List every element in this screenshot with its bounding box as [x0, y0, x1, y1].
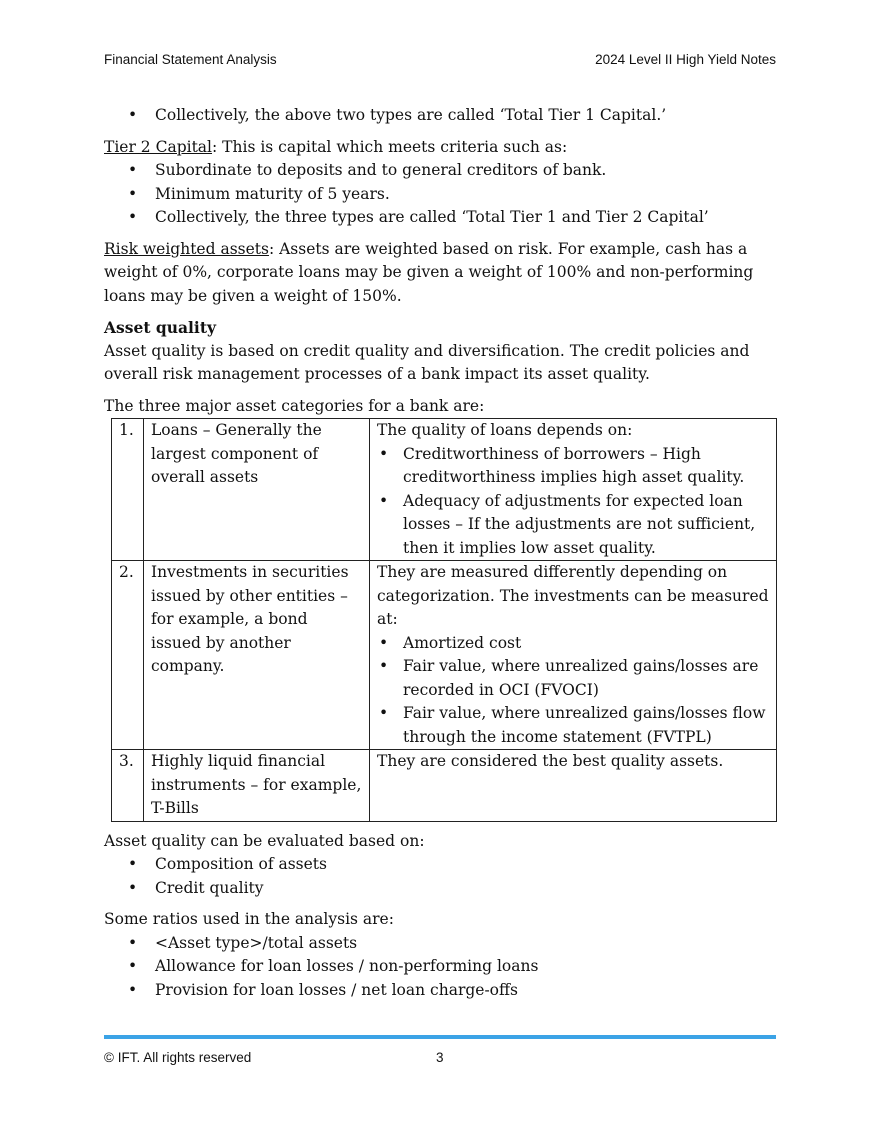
list-item: • Creditworthiness of borrowers – High creditworthiness implies high asset quality. — [377, 443, 769, 490]
row-number: 1. — [112, 419, 144, 561]
list-item: • <Asset type>/total assets — [104, 932, 776, 956]
list-item: • Fair value, where unrealized gains/losses flow through the income statement (FVTPL) — [377, 702, 769, 749]
asset-quality-intro: Asset quality is based on credit quality and diversification. The credit policies and overall risk management processes of a bank impact its asset quality. — [104, 341, 750, 383]
page-number: 3 — [436, 1050, 444, 1065]
list-item: • Adequacy of adjustments for expected loan losses – If the adjustments are not sufficient, then it implies low asset quality. — [377, 490, 769, 561]
list-item: • Fair value, where unrealized gains/losses are recorded in OCI (FVOCI) — [377, 655, 769, 702]
list-item: • Subordinate to deposits and to general creditors of bank. — [104, 159, 776, 183]
table-row — [112, 419, 777, 561]
row-details-text: They are measured differently depending on categorization. The investments can be measured at: — [377, 563, 769, 628]
footer-divider — [104, 1035, 776, 1039]
list-item: • Provision for loan losses / net loan charge-offs — [104, 979, 776, 1003]
tier2-paragraph — [104, 136, 776, 160]
page-header — [104, 52, 776, 67]
row-details — [370, 561, 777, 750]
list-item: • Minimum maturity of 5 years. — [104, 183, 776, 207]
rwa-text: : Assets are weighted based on risk. For example, cash has a weight of 0%, corporate loans may be given a weight of 100% and non-performing loans may be given a weight of 150%. — [104, 239, 754, 305]
eval-bullets — [104, 853, 776, 900]
page-footer — [104, 1050, 776, 1065]
row-details-bullets — [377, 443, 769, 561]
table-row — [112, 561, 777, 750]
tier2-bullets — [104, 159, 776, 230]
tier2-text: : This is capital which meets criteria such as: — [212, 137, 568, 156]
list-item: • Allowance for loan losses / non-performing loans — [104, 955, 776, 979]
row-description: Investments in securities issued by other entities – for example, a bond issued by another company. — [144, 561, 370, 750]
list-item: • Amortized cost — [377, 632, 769, 656]
table-intro: The three major asset categories for a bank are: — [104, 396, 485, 415]
ratio-bullets — [104, 932, 776, 1003]
top-bullet-list — [104, 104, 776, 128]
header-left: Financial Statement Analysis — [104, 52, 277, 67]
row-details-bullets — [377, 632, 769, 750]
row-description: Highly liquid financial instruments – for example, T-Bills — [144, 750, 370, 822]
row-details-text: They are considered the best quality assets. — [377, 752, 724, 770]
page-content — [104, 104, 776, 1002]
tier2-term: Tier 2 Capital — [104, 137, 213, 156]
header-right: 2024 Level II High Yield Notes — [595, 52, 776, 67]
ratios-intro: Some ratios used in the analysis are: — [104, 910, 394, 928]
row-details — [370, 750, 777, 822]
list-item: • Collectively, the three types are called ‘Total Tier 1 and Tier 2 Capital’ — [104, 206, 776, 230]
list-item: • Credit quality — [104, 877, 776, 901]
copyright: © IFT. All rights reserved — [104, 1050, 252, 1065]
asset-categories-table — [111, 418, 777, 822]
list-item: • Composition of assets — [104, 853, 776, 877]
row-details-text: The quality of loans depends on: — [377, 421, 633, 439]
rwa-paragraph — [104, 238, 776, 309]
list-item: • Collectively, the above two types are called ‘Total Tier 1 Capital.’ — [104, 104, 776, 128]
table-row — [112, 750, 777, 822]
row-number: 2. — [112, 561, 144, 750]
eval-intro: Asset quality can be evaluated based on: — [104, 831, 425, 850]
asset-quality-heading: Asset quality — [104, 318, 216, 337]
row-details — [370, 419, 777, 561]
row-number: 3. — [112, 750, 144, 822]
rwa-term: Risk weighted assets — [104, 239, 269, 258]
row-description: Loans – Generally the largest component of overall assets — [144, 419, 370, 561]
